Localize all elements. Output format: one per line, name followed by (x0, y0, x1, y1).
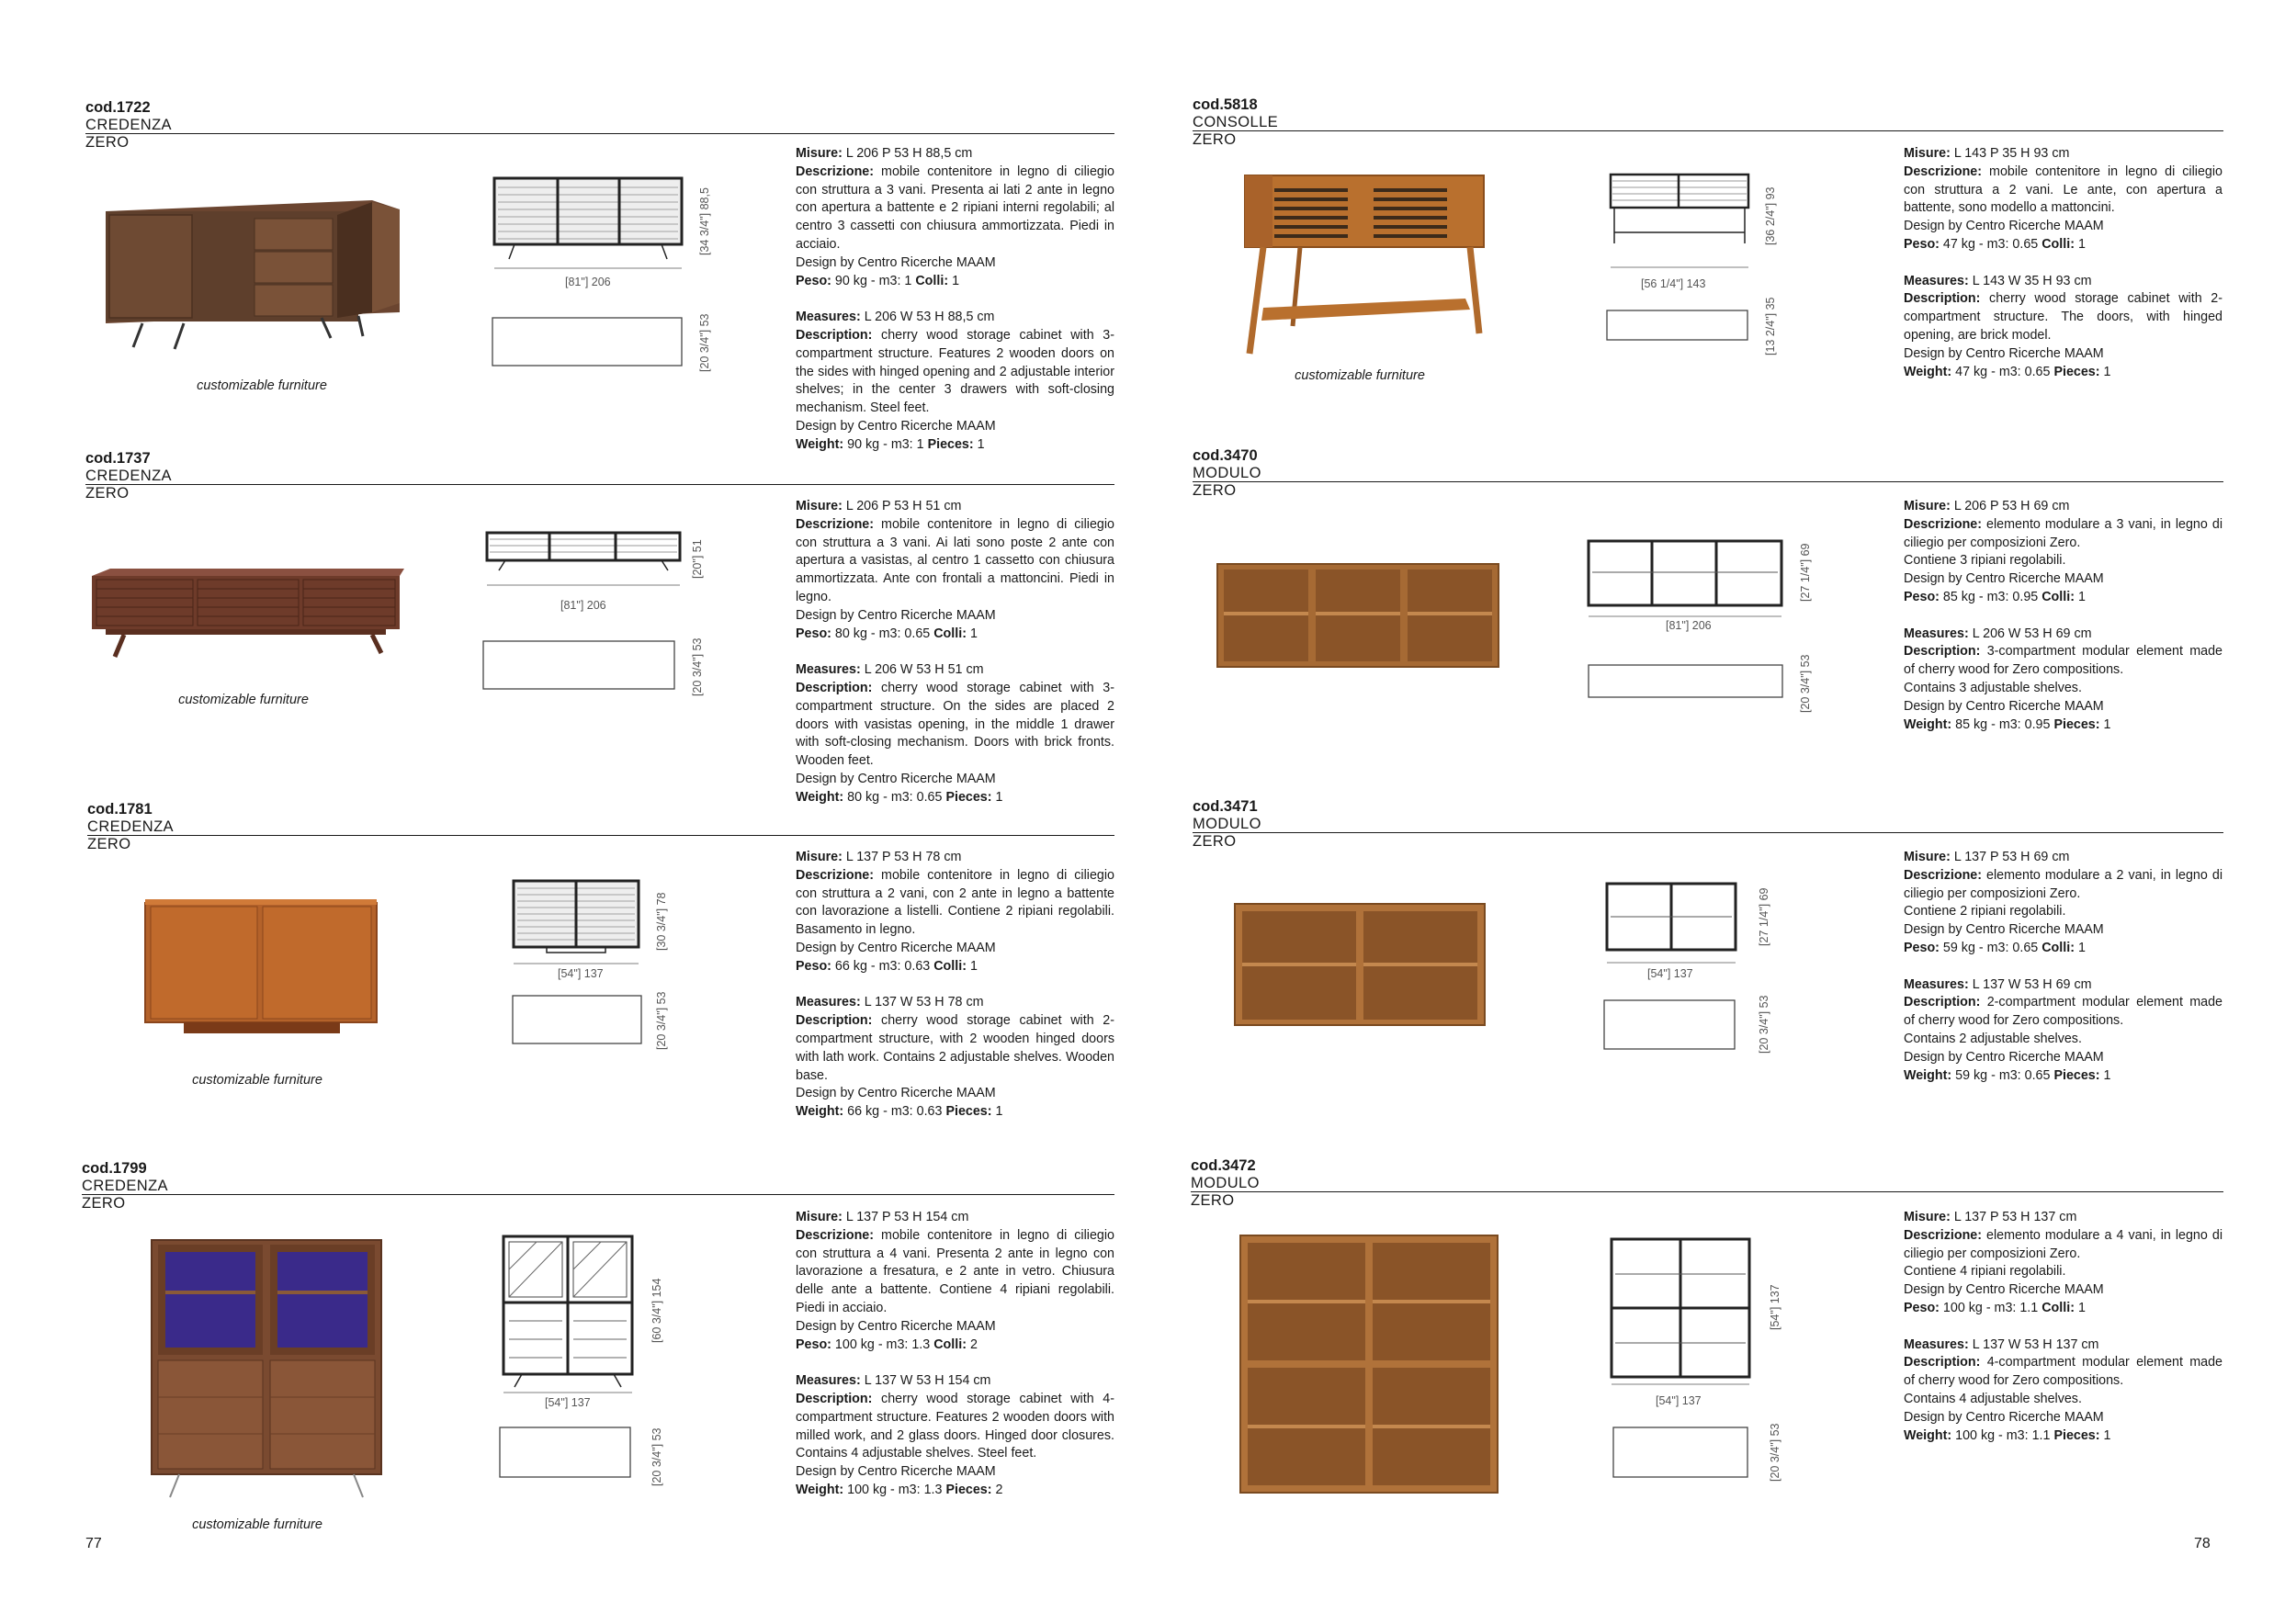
height-dimension: [34 3/4"] 88,5 (698, 187, 711, 255)
en-measures-label: Measures: (1904, 626, 1969, 641)
depth-dimension: [20 3/4"] 53 (691, 637, 704, 696)
it-weight: 90 kg - m3: 1 (834, 273, 912, 288)
en-measures: L 137 W 53 H 78 cm (864, 995, 984, 1010)
it-design: Design by Centro Ricerche MAAM (796, 607, 996, 623)
it-packages-label: Colli: (915, 273, 949, 288)
depth-dimension: [20 3/4"] 53 (1799, 654, 1812, 713)
it-description-label: Descrizione: (796, 867, 875, 883)
it-extra: Contiene 2 ripiani regolabili. (1904, 904, 2066, 919)
product-photo (96, 184, 409, 358)
product-name: MODULO ZERO (1191, 1175, 1260, 1209)
it-design: Design by Centro Ricerche MAAM (1904, 1282, 2104, 1298)
product-description (796, 849, 1114, 1122)
height-dimension: [54"] 137 (1769, 1284, 1781, 1330)
it-description: mobile contenitore in legno di ciliegio con struttura a 3 vani. Ai lati sono poste 2 ante con apertura a vasistas, al centro 1 cassetto con chiusura ammortizzata. Ante con frontali a mattoncini. Piedi in legno. (796, 516, 1114, 604)
it-description-label: Descrizione: (796, 1227, 875, 1243)
product-name: CREDENZA ZERO (87, 818, 174, 852)
en-extra: Contains 4 adjustable shelves. (1904, 1391, 2082, 1406)
width-dimension: [54"] 137 (558, 967, 604, 980)
it-description: mobile contenitore in legno di ciliegio con struttura a 4 vani. Presenta 2 ante in legno con lavorazione a fresatura, e 2 ante in vetro. Chiusura delle ante a battente. Contiene 4 ripiani regolabili. Piedi in acciaio. (796, 1227, 1114, 1315)
it-weight: 100 kg - m3: 1.3 (834, 1336, 931, 1352)
plan-view-icon (1612, 1427, 1750, 1480)
en-pieces-label: Pieces: (2053, 716, 2100, 732)
it-description: elemento modulare a 4 vani, in legno di ciliegio per composizioni Zero. (1904, 1227, 2222, 1261)
height-dimension: [27 1/4"] 69 (1758, 887, 1770, 946)
en-weight: 59 kg - m3: 0.65 (1955, 1067, 2051, 1083)
it-description: elemento modulare a 2 vani, in legno di ciliegio per composizioni Zero. (1904, 867, 2222, 901)
section-divider (85, 484, 1114, 485)
en-extra: Contains 3 adjustable shelves. (1904, 680, 2082, 695)
en-description-label: Description: (1904, 291, 1981, 307)
it-measures: L 137 P 53 H 69 cm (1953, 850, 2070, 864)
product-name: CREDENZA ZERO (85, 468, 172, 502)
it-packages: 1 (2077, 1300, 2086, 1315)
en-weight-label: Weight: (1904, 1427, 1952, 1443)
en-measures: L 137 W 53 H 137 cm (1972, 1336, 2099, 1352)
en-measures: L 206 W 53 H 51 cm (864, 662, 984, 678)
height-dimension: [27 1/4"] 69 (1799, 543, 1812, 602)
photo-caption: customizable furniture (178, 693, 309, 707)
product-code: cod.1799 (82, 1160, 147, 1177)
height-dimension: [60 3/4"] 154 (650, 1278, 663, 1343)
en-measures-label: Measures: (1904, 976, 1969, 992)
it-measures-label: Misure: (1904, 1210, 1951, 1224)
depth-dimension: [20 3/4"] 53 (1758, 995, 1770, 1054)
en-description: cherry wood storage cabinet with 2-compartment structure. The doors, with hinged opening, are brick model. (1904, 291, 2222, 343)
en-weight-label: Weight: (796, 1104, 844, 1120)
width-dimension: [56 1/4"] 143 (1641, 277, 1706, 290)
depth-dimension: [13 2/4"] 35 (1764, 297, 1777, 355)
it-packages-label: Colli: (933, 1336, 967, 1352)
en-weight-label: Weight: (796, 436, 844, 452)
product-description (1904, 849, 2222, 1085)
photo-caption: customizable furniture (197, 378, 327, 393)
product-photo (87, 565, 409, 666)
en-design: Design by Centro Ricerche MAAM (1904, 1049, 2104, 1065)
en-design: Design by Centro Ricerche MAAM (796, 771, 996, 786)
en-weight-label: Weight: (796, 789, 844, 805)
en-pieces: 1 (2103, 716, 2111, 732)
plan-view-icon (1588, 664, 1785, 701)
width-dimension: [54"] 137 (545, 1396, 591, 1409)
en-description-label: Description: (796, 1391, 873, 1406)
console-2-doors-icon (1603, 170, 1759, 271)
en-weight-label: Weight: (1904, 716, 1952, 732)
en-weight: 85 kg - m3: 0.95 (1955, 716, 2051, 732)
sideboard-3-compartment-icon (487, 175, 689, 276)
en-description: 4-compartment modular element made of cherry wood for Zero compositions. (1904, 1355, 2222, 1389)
it-description: mobile contenitore in legno di ciliegio con struttura a 2 vani, con 2 ante in legno a battente con lavorazione a listelli. Contiene 2 ripiani regolabili. Basamento in legno. (796, 867, 1114, 938)
en-design: Design by Centro Ricerche MAAM (1904, 345, 2104, 361)
photo-caption: customizable furniture (192, 1073, 322, 1088)
en-pieces: 1 (977, 436, 985, 452)
en-measures: L 206 W 53 H 69 cm (1972, 626, 2092, 641)
en-extra: Contains 2 adjustable shelves. (1904, 1031, 2082, 1046)
product-name: CREDENZA ZERO (85, 117, 172, 151)
en-description: cherry wood storage cabinet with 4-compartment structure. Features 2 wooden doors with milled work, and 2 glass doors. Hinged door closures. Contains 4 adjustable shelves. Steel feet. (796, 1391, 1114, 1461)
it-description-label: Descrizione: (1904, 516, 1983, 532)
section-divider (1193, 481, 2223, 482)
en-description: cherry wood storage cabinet with 3-compartment structure. Features 2 wooden doors on the sides with hinged opening and 2 adjustable interior shelves; in the center 3 drawers with soft-closing mechanism. Steel feet. (796, 327, 1114, 416)
product-photo (1231, 900, 1488, 1029)
en-weight-label: Weight: (1904, 1067, 1952, 1083)
it-weight-label: Peso: (1904, 940, 1940, 955)
product-description (1904, 145, 2222, 381)
en-pieces-label: Pieces: (945, 789, 992, 805)
en-pieces: 1 (2103, 1067, 2111, 1083)
it-design: Design by Centro Ricerche MAAM (796, 940, 996, 955)
en-measures-label: Measures: (1904, 1336, 1969, 1352)
en-design: Design by Centro Ricerche MAAM (796, 1086, 996, 1101)
modular-3-compartment-icon (1585, 537, 1787, 620)
modular-4-compartment-icon (1608, 1235, 1755, 1387)
it-packages: 1 (2077, 589, 2086, 604)
en-pieces: 1 (2103, 364, 2111, 379)
it-packages: 1 (952, 273, 960, 288)
en-weight: 66 kg - m3: 0.63 (847, 1104, 943, 1120)
section-divider (82, 1194, 1114, 1195)
modular-2-compartment-icon (1603, 880, 1741, 967)
en-pieces: 1 (995, 789, 1003, 805)
height-dimension: [36 2/4"] 93 (1764, 186, 1777, 245)
it-weight-label: Peso: (796, 1336, 831, 1352)
section-divider (85, 133, 1114, 134)
plan-view-icon (492, 317, 684, 368)
it-extra: Contiene 3 ripiani regolabili. (1904, 553, 2066, 569)
it-design: Design by Centro Ricerche MAAM (796, 1318, 996, 1334)
en-weight: 90 kg - m3: 1 (847, 436, 924, 452)
product-name: CONSOLLE ZERO (1193, 114, 1279, 148)
photo-caption: customizable furniture (1295, 368, 1425, 383)
product-description (796, 145, 1114, 455)
en-weight: 80 kg - m3: 0.65 (847, 789, 943, 805)
product-description (1904, 498, 2222, 734)
it-packages-label: Colli: (2042, 236, 2075, 252)
it-measures: L 206 P 53 H 88,5 cm (845, 146, 973, 161)
it-weight: 85 kg - m3: 0.95 (1942, 589, 2039, 604)
en-weight: 100 kg - m3: 1.1 (1955, 1427, 2051, 1443)
it-weight-label: Peso: (1904, 236, 1940, 252)
it-packages-label: Colli: (2042, 589, 2075, 604)
it-design: Design by Centro Ricerche MAAM (796, 254, 996, 270)
it-description-label: Descrizione: (1904, 1227, 1983, 1243)
it-measures: L 137 P 53 H 154 cm (845, 1210, 969, 1224)
product-description (796, 1209, 1114, 1500)
en-measures: L 137 W 53 H 69 cm (1972, 976, 2092, 992)
en-design: Design by Centro Ricerche MAAM (796, 1464, 996, 1480)
it-packages-label: Colli: (2042, 940, 2075, 955)
it-weight-label: Peso: (1904, 1300, 1940, 1315)
it-weight: 47 kg - m3: 0.65 (1942, 236, 2039, 252)
en-weight-label: Weight: (796, 1482, 844, 1497)
en-measures: L 206 W 53 H 88,5 cm (864, 310, 995, 325)
product-name: MODULO ZERO (1193, 816, 1261, 850)
en-description-label: Description: (796, 1013, 873, 1029)
it-weight-label: Peso: (796, 626, 831, 641)
it-measures: L 137 P 53 H 78 cm (845, 850, 962, 864)
en-description-label: Description: (1904, 644, 1981, 660)
product-code: cod.1737 (85, 450, 151, 467)
it-measures: L 143 P 35 H 93 cm (1953, 146, 2070, 161)
section-divider (87, 835, 1114, 836)
plan-view-icon (499, 1427, 632, 1480)
depth-dimension: [20 3/4"] 53 (650, 1427, 663, 1486)
it-description-label: Descrizione: (796, 516, 875, 532)
it-packages: 1 (2077, 236, 2086, 252)
it-measures-label: Misure: (796, 499, 843, 513)
en-pieces: 1 (2103, 1427, 2111, 1443)
en-description: 3-compartment modular element made of cherry wood for Zero compositions. (1904, 644, 2222, 678)
it-weight-label: Peso: (796, 958, 831, 974)
it-description-label: Descrizione: (796, 164, 875, 179)
it-weight: 66 kg - m3: 0.63 (834, 958, 931, 974)
width-dimension: [81"] 206 (560, 599, 606, 612)
it-packages: 2 (969, 1336, 978, 1352)
en-description-label: Description: (796, 327, 873, 343)
it-measures-label: Misure: (1904, 850, 1951, 864)
low-sideboard-brick-doors-icon (482, 528, 689, 592)
it-weight: 100 kg - m3: 1.1 (1942, 1300, 2039, 1315)
it-packages: 1 (2077, 940, 2086, 955)
en-weight: 47 kg - m3: 0.65 (1955, 364, 2051, 379)
product-code: cod.3472 (1191, 1157, 1256, 1174)
it-measures-label: Misure: (796, 146, 843, 161)
plan-view-icon (1603, 999, 1741, 1051)
en-description-label: Description: (1904, 1355, 1981, 1370)
page-number-left: 77 (85, 1536, 102, 1551)
en-design: Design by Centro Ricerche MAAM (796, 418, 996, 434)
page-number-right: 78 (2194, 1536, 2211, 1551)
it-measures-label: Misure: (1904, 499, 1951, 513)
sideboard-2-doors-icon (510, 877, 648, 969)
en-pieces-label: Pieces: (945, 1482, 992, 1497)
photo-caption: customizable furniture (192, 1517, 322, 1532)
plan-view-icon (512, 995, 645, 1046)
product-name: MODULO ZERO (1193, 465, 1261, 499)
it-weight-label: Peso: (796, 273, 831, 288)
product-code: cod.3470 (1193, 447, 1258, 464)
en-pieces: 2 (995, 1482, 1003, 1497)
width-dimension: [81"] 206 (565, 276, 611, 288)
it-measures-label: Misure: (1904, 146, 1951, 161)
it-packages-label: Colli: (2042, 1300, 2075, 1315)
it-design: Design by Centro Ricerche MAAM (1904, 219, 2104, 234)
en-pieces-label: Pieces: (2053, 1067, 2100, 1083)
product-photo (147, 1235, 386, 1502)
product-code: cod.3471 (1193, 798, 1258, 815)
width-dimension: [81"] 206 (1666, 619, 1712, 632)
depth-dimension: [20 3/4"] 53 (655, 991, 668, 1050)
depth-dimension: [20 3/4"] 53 (1769, 1423, 1781, 1482)
en-description: cherry wood storage cabinet with 3-compartment structure. On the sides are placed 2 doors with vasistas opening, in the middle 1 drawer with soft-closing mechanism. Doors with brick fronts. Wooden feet. (796, 680, 1114, 769)
it-measures: L 206 P 53 H 51 cm (845, 499, 962, 513)
width-dimension: [54"] 137 (1656, 1394, 1702, 1407)
it-extra: Contiene 4 ripiani regolabili. (1904, 1264, 2066, 1280)
en-measures-label: Measures: (796, 995, 861, 1010)
product-name: CREDENZA ZERO (82, 1178, 168, 1212)
en-weight: 100 kg - m3: 1.3 (847, 1482, 943, 1497)
it-weight: 80 kg - m3: 0.65 (834, 626, 931, 641)
it-packages: 1 (969, 958, 978, 974)
section-divider (1193, 832, 2223, 833)
it-measures-label: Misure: (796, 1210, 843, 1224)
it-description: mobile contenitore in legno di ciliegio con struttura a 3 vani. Presenta ai lati 2 ante in legno con apertura a battente e 2 ripiani interni regolabili; al centro 3 cassetti con chiusura ammortizzata. Piedi in acciaio. (796, 164, 1114, 252)
product-code: cod.1781 (87, 801, 153, 818)
en-pieces-label: Pieces: (945, 1104, 992, 1120)
it-description-label: Descrizione: (1904, 164, 1983, 179)
it-description: elemento modulare a 3 vani, in legno di ciliegio per composizioni Zero. (1904, 516, 2222, 550)
en-pieces: 1 (995, 1104, 1003, 1120)
product-photo (1213, 560, 1502, 671)
en-description-label: Description: (796, 680, 873, 695)
it-weight: 59 kg - m3: 0.65 (1942, 940, 2039, 955)
product-code: cod.5818 (1193, 96, 1258, 113)
it-design: Design by Centro Ricerche MAAM (1904, 922, 2104, 938)
it-description-label: Descrizione: (1904, 867, 1983, 883)
en-weight-label: Weight: (1904, 364, 1952, 379)
en-design: Design by Centro Ricerche MAAM (1904, 698, 2104, 714)
width-dimension: [54"] 137 (1647, 967, 1693, 980)
plan-view-icon (482, 640, 680, 692)
en-description-label: Description: (1904, 995, 1981, 1010)
it-measures: L 137 P 53 H 137 cm (1953, 1210, 2077, 1224)
section-divider (1193, 130, 2223, 131)
it-packages-label: Colli: (933, 626, 967, 641)
en-measures-label: Measures: (1904, 273, 1969, 288)
en-description: cherry wood storage cabinet with 2-compartment structure, with 2 wooden hinged doors with lath work. Contains 2 adjustable shelves. Wooden base. (796, 1013, 1114, 1083)
it-measures-label: Misure: (796, 850, 843, 864)
product-code: cod.1722 (85, 99, 151, 116)
it-weight-label: Peso: (1904, 589, 1940, 604)
section-divider (1191, 1191, 2223, 1192)
en-measures-label: Measures: (796, 310, 861, 325)
product-photo (1236, 1231, 1502, 1497)
product-description (1904, 1209, 2222, 1445)
product-photo (138, 896, 386, 1043)
en-measures: L 137 W 53 H 154 cm (864, 1373, 991, 1389)
en-measures-label: Measures: (796, 662, 861, 678)
it-packages: 1 (969, 626, 978, 641)
en-measures-label: Measures: (796, 1373, 861, 1389)
en-pieces-label: Pieces: (927, 436, 974, 452)
depth-dimension: [20 3/4"] 53 (698, 313, 711, 372)
en-description: 2-compartment modular element made of cherry wood for Zero compositions. (1904, 995, 2222, 1029)
it-description: mobile contenitore in legno di ciliegio con struttura a 2 vani. Le ante, con apertura a battente, sono modello a mattoncini. (1904, 164, 2222, 216)
en-measures: L 143 W 35 H 93 cm (1972, 273, 2092, 288)
height-dimension: [30 3/4"] 78 (655, 892, 668, 951)
en-design: Design by Centro Ricerche MAAM (1904, 1409, 2104, 1425)
en-pieces-label: Pieces: (2053, 364, 2100, 379)
it-measures: L 206 P 53 H 69 cm (1953, 499, 2070, 513)
product-description (796, 498, 1114, 807)
plan-view-icon (1606, 310, 1753, 343)
en-pieces-label: Pieces: (2053, 1427, 2100, 1443)
it-design: Design by Centro Ricerche MAAM (1904, 571, 2104, 587)
it-packages-label: Colli: (933, 958, 967, 974)
height-dimension: [20"] 51 (691, 539, 704, 579)
cabinet-glass-doors-icon (496, 1231, 643, 1396)
product-photo (1236, 170, 1493, 363)
